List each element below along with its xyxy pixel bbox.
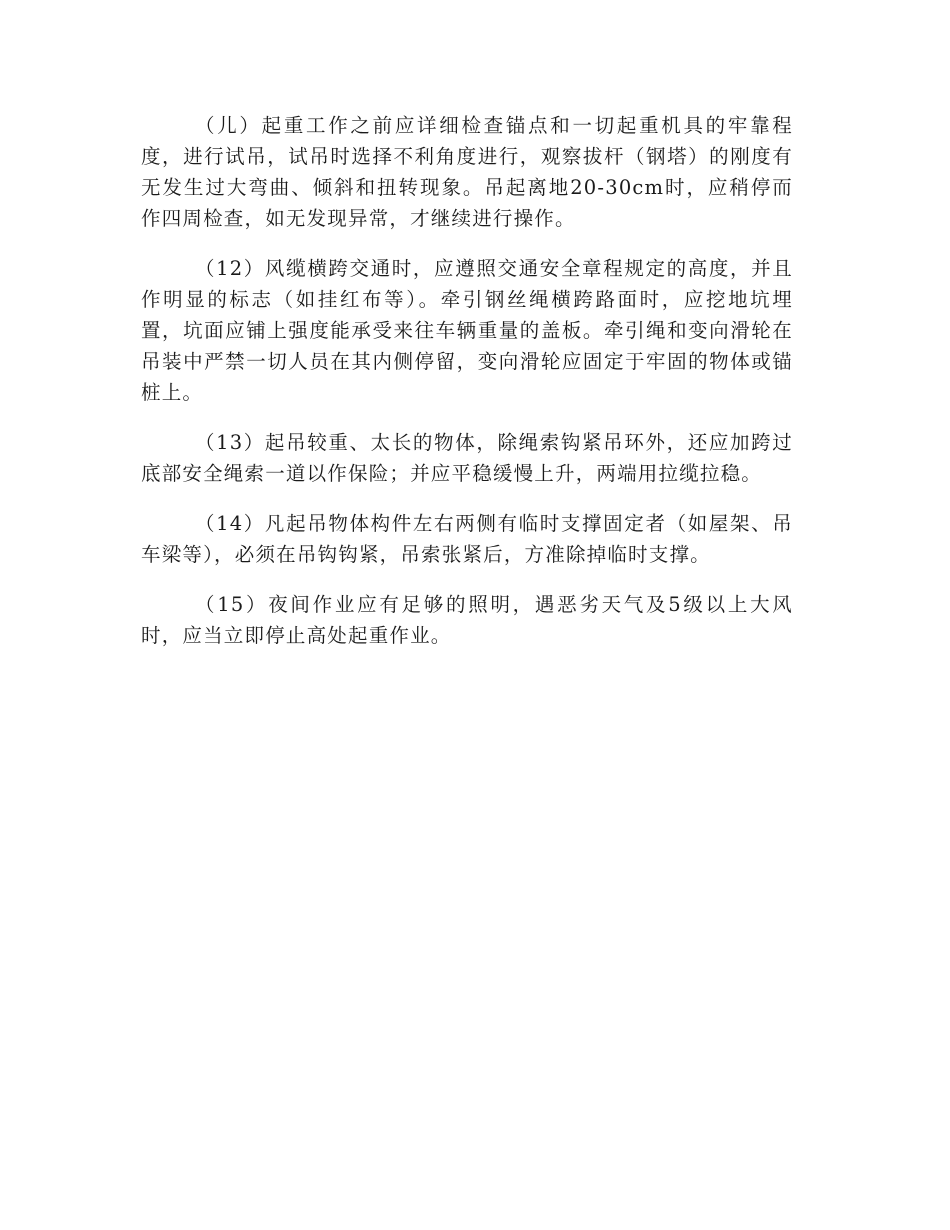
paragraph-13: （13）起吊较重、太长的物体，除绳索钩紧吊环外，还应加跨过底部安全绳索一道以作保险；并应平稳缓慢上升，两端用拉缆拉稳。 — [141, 431, 793, 485]
paragraph-11: （儿）起重工作之前应详细检查锚点和一切起重机具的牢靠程度，进行试吊，试吊时选择不利角度进行，观察拔杆（钢塔）的刚度有无发生过大弯曲、倾斜和扭转现象。吊起离地20-30cm时，应稍停而作四周检查，如无发现异常，才继续进行操作。 — [141, 114, 793, 230]
document-body — [141, 110, 793, 670]
paragraph-15: （15）夜间作业应有足够的照明，遇恶劣天气及5级以上大风时，应当立即停止高处起重作业。 — [141, 593, 793, 647]
paragraph-12: （12）风缆横跨交通时，应遵照交通安全章程规定的高度，并且作明显的标志（如挂红布等）。牵引钢丝绳横跨路面时，应挖地坑埋置，坑面应铺上强度能承受来往车辆重量的盖板。牵引绳和变向滑轮在吊装中严禁一切人员在其内侧停留，变向滑轮应固定于牢固的物体或锚桩上。 — [141, 257, 793, 404]
paragraph-14: （14）凡起吊物体构件左右两侧有临时支撑固定者（如屋架、吊车梁等），必须在吊钩钩紧，吊索张紧后，方准除掉临时支撑。 — [141, 512, 793, 566]
